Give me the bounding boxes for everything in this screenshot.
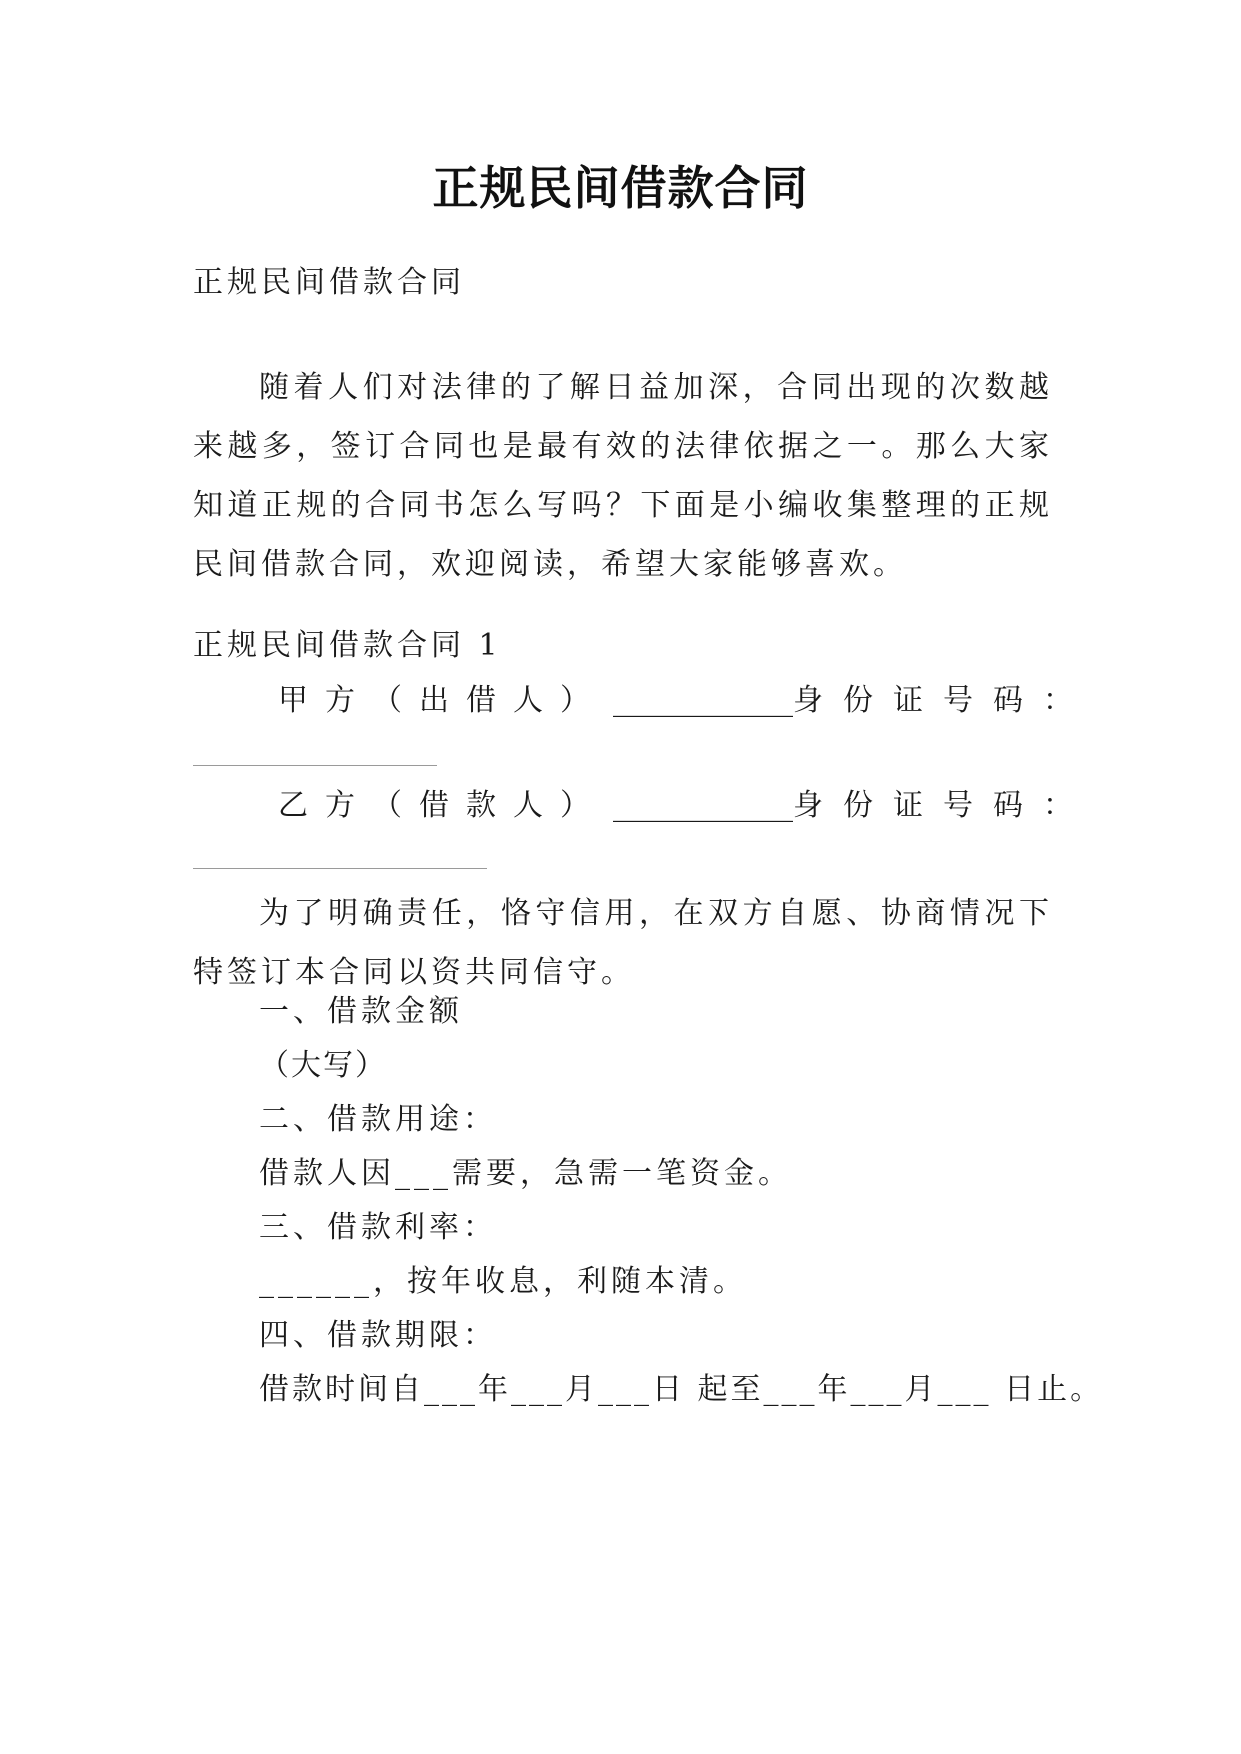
clause-4-heading: 四、借款期限： <box>259 1318 497 1353</box>
party-b-id-blank <box>193 868 487 869</box>
party-a-name-blank: ____________ <box>613 683 793 718</box>
party-b-role: 乙方（借款人） <box>278 788 607 823</box>
clause-3-heading: 三、借款利率： <box>259 1210 497 1245</box>
party-a-id-blank <box>193 765 437 766</box>
purpose-paragraph: 为了明确责任，恪守信用，在双方自愿、协商情况下特签订本合同以资共同信守。 <box>193 896 1053 990</box>
party-b-name-blank: ____________ <box>613 788 793 823</box>
document-subtitle: 正规民间借款合同 <box>193 265 465 300</box>
clause-1-capital: （大写） <box>259 1048 387 1083</box>
party-a-id-label: 身份证号码： <box>793 683 1093 718</box>
party-b-id-label: 身份证号码： <box>793 788 1093 823</box>
clause-2-text: 借款人因___需要，急需一笔资金。 <box>259 1156 792 1191</box>
clause-2-heading: 二、借款用途： <box>259 1102 497 1137</box>
intro-paragraph: 随着人们对法律的了解日益加深，合同出现的次数越来越多，签订合同也是最有效的法律依据之一。那么大家知道正规的合同书怎么写吗？下面是小编收集整理的正规民间借款合同，欢迎阅读，希望大家能够喜欢。 <box>193 370 1053 582</box>
clause-3-text: ______，按年收息，利随本清。 <box>259 1264 747 1299</box>
document-title: 正规民间借款合同 <box>432 161 809 215</box>
party-b-line <box>193 786 1093 826</box>
clause-1-heading: 一、借款金额 <box>259 994 463 1029</box>
clause-4-text: 借款时间自___年___月___日 起至___年___月___ 日止。 <box>259 1372 1104 1407</box>
party-a-line <box>193 681 1093 721</box>
section-heading: 正规民间借款合同 1 <box>193 628 502 663</box>
party-a-role: 甲方（出借人） <box>278 683 607 718</box>
